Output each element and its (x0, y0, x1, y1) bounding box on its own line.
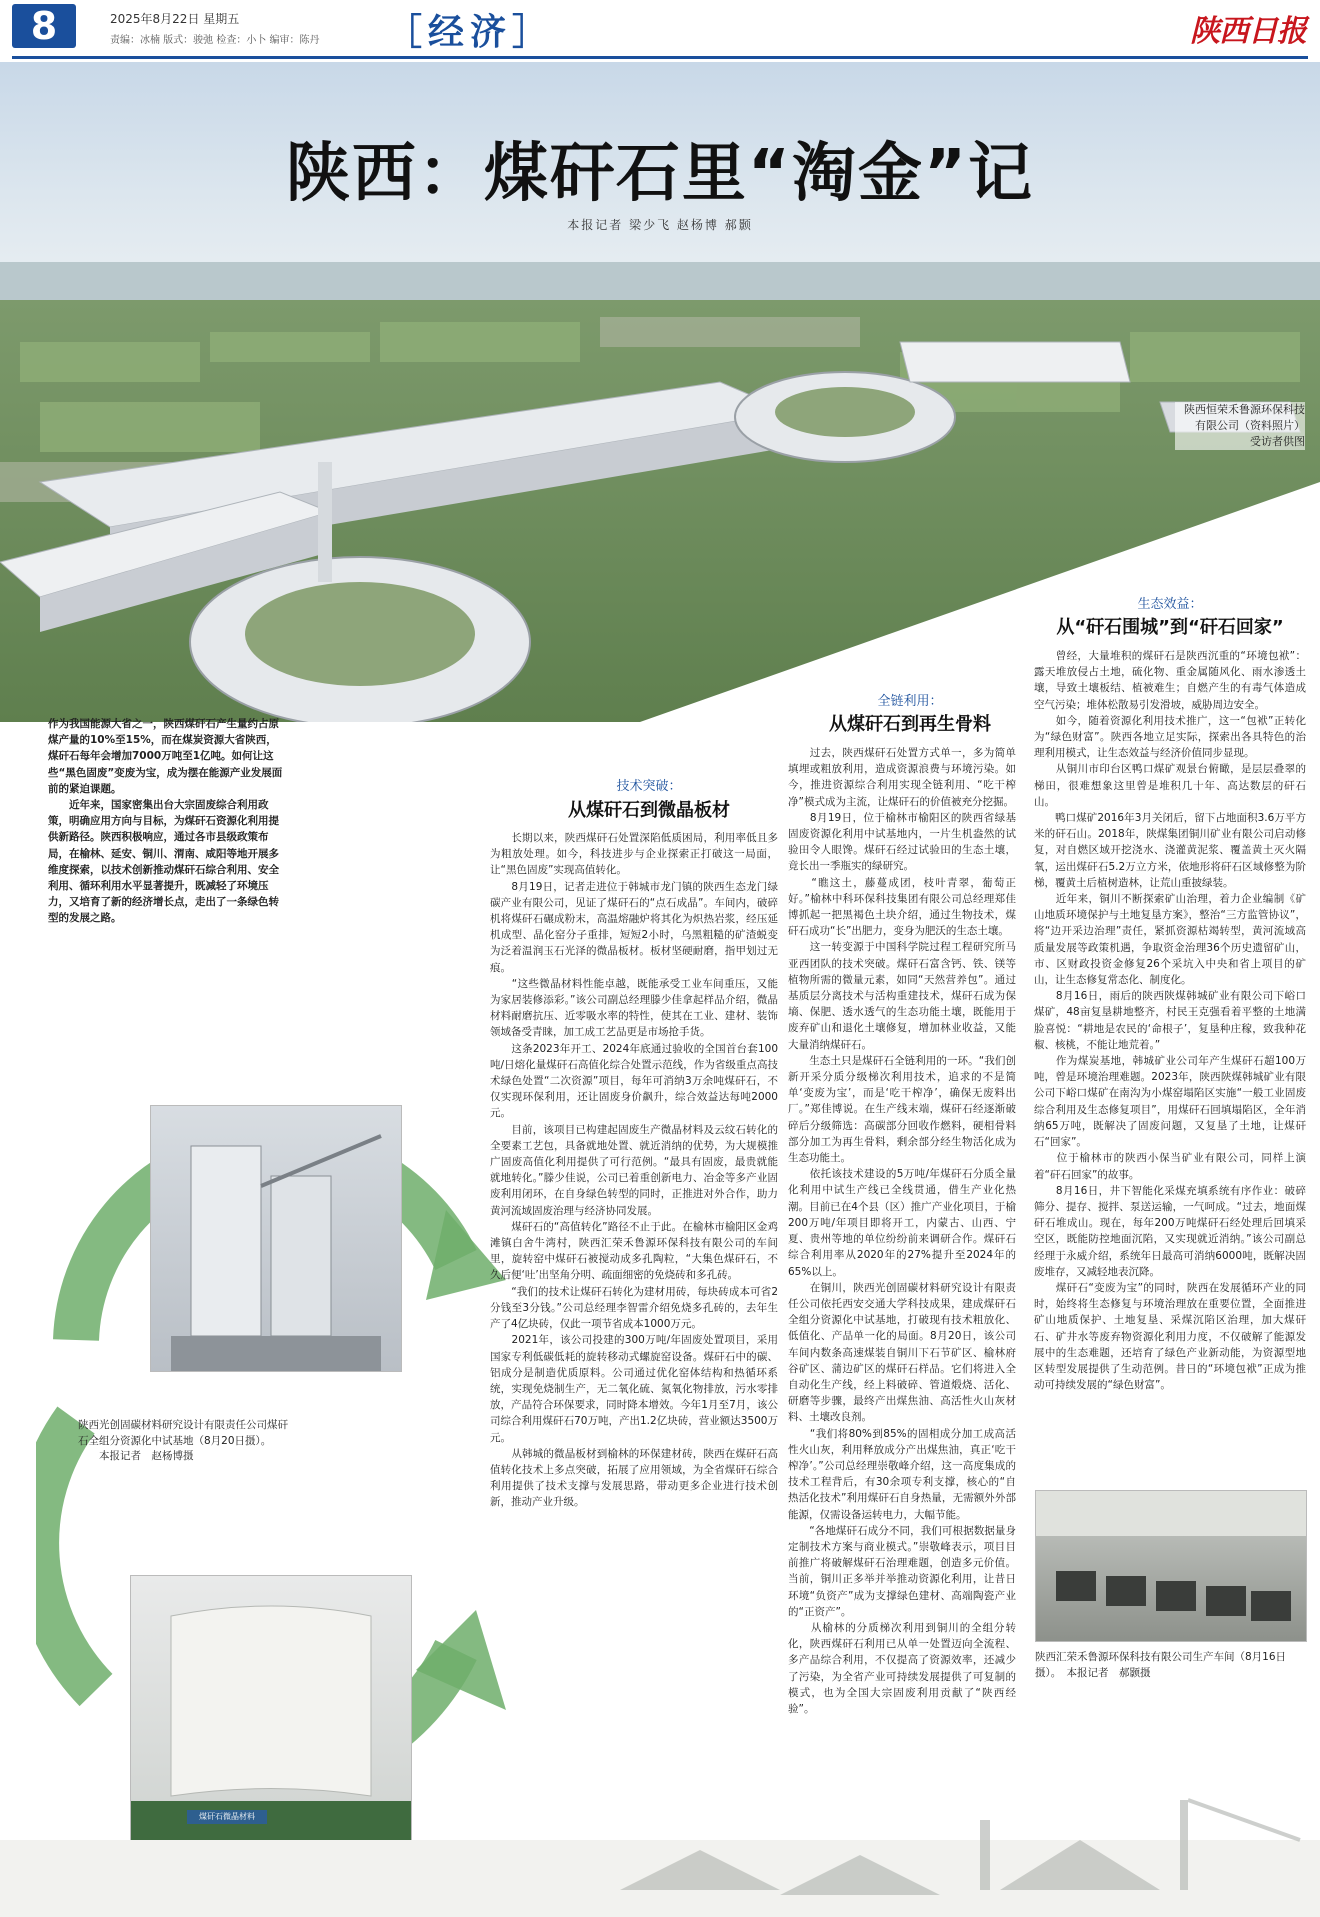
issue-date: 2025年8月22日 星期五 (110, 12, 240, 26)
newspaper-logo: 陕西日报 (1190, 14, 1306, 49)
section3-kicker: 生态效益： (1137, 597, 1203, 612)
editor-credits: 责编：冰楠 版式：骏弛 检查：小卜 编审：陈丹 (110, 35, 320, 46)
section2-heading: 从煤矸石到再生骨料 (829, 714, 991, 735)
article-byline: 本报记者 梁少飞 赵杨博 郝颢 (567, 218, 753, 232)
plant-image (150, 1105, 402, 1372)
plant-image-art (151, 1106, 401, 1371)
article-title: 陕西：煤矸石里“淘金”记 (285, 137, 1035, 211)
section3-body: 曾经，大量堆积的煤矸石是陕西沉重的“环境包袱”：露天堆放侵占土地，硫化物、重金属随风化、雨水渗透土壤，导致土壤板结、植被难生；自燃产生的有毒气体造成空气污染；堆体松散易引发滑坡，威胁周边安全。 如今，随着资源化利用技术推广，这一“包袱”正转化为“绿色财富”。陕西各地立足实际，探索出各具特色的治理利用模式，让生态效益与经济价值同步显现。 从铜川市印台区鸭口煤矿观景台俯瞰，是层层叠翠的梯田，很难想象这里曾是堆积几十年、高达数层的矸石山。 鸭口煤矿2016年3月关闭后，留下占地面积3.6万平方米的矸石山。2018年，陕煤集团铜川矿业有限公司启动修复，对自燃区域开挖浇水、浇灌黄泥浆、覆盖黄土灭火隔氧，运出煤矸石5.2万立方米，依地形将矸石区域修整为阶梯，覆黄土后植树造林，让荒山重披绿装。 近年来，铜川不断探索矿山治理，着力企业编制《矿山地质环境保护与土地复垦方案》，整治“三方监管协议”，将“边开采边治理”责任，紧抓资源枯竭转型，黄河流域高质量发展等政策机遇，争取资金治理36个历史遗留矿山，市、区财政投资金修复26个采坑入中央和省上项目的矿山，让生态修复常态化、制度化。 8月16日，雨后的陕西陕煤韩城矿业有限公司下峪口煤矿，48亩复垦耕地整齐，村民王克强看着平整的土地满脸喜悦：“耕地是农民的‘命根子’，复垦种庄稼，致我种花椒、核桃，不能让地荒着。” 作为煤炭基地，韩城矿业公司年产生煤矸石超100万吨，曾是环境治理难题。2023年，陕西陕煤韩城矿业有限公司下峪口煤矿在南沟为小煤窑塌陷区实施“一般工业固废综合利用及生态修复项目”，用煤矸石回填塌陷区，全年消纳65万吨，既解决了固废问题，又复垦了土地，让煤矸石“回家”。 位于榆林市的陕西小保当矿业有限公司，同样上演着“矸石回家”的故事。 8月16日，井下智能化采煤充填系统有序作业：破碎筛分、提存、搅拌、泵送运输，一气呵成。“过去，地面煤矸石堆成山。现在，每年200万吨煤矸石经处理后回填采空区，既能防控地面沉陷，又实现就近消纳。”该公司副总经理于永威介绍，系统年日最高可消纳6000吨，既解决固废堆存，又减轻地表沉降。 煤矸石“变废为宝”的同时，陕西在发展循环产业的同时，始终将生态修复与环境治理放在重要位置，全面推进矿山地质保护、土地复垦、采煤沉陷区治理，加大煤矸石、矿井水等废弃物资源化利用力度，不仅破解了能源发展中的生态难题，还培育了绿色产业新动能，为资源型地区转型发展提供了生动范例。昔日的“环境包袱”正成为推动可持续发展的“绿色财富”。 (1034, 650, 1306, 1392)
page-header (0, 0, 1320, 62)
section1-body: 长期以来，陕西煤矸石处置深陷低质困局，利用率低且多为粗放处理。如今，科技进步与企业探索正打破这一局面，让“黑色固废”实现高值转化。 8月19日，记者走进位于韩城市龙门镇的陕西生态龙门绿碳产业有限公司，见证了煤矸石的“点石成晶”。车间内，破碎机将煤矸石碾成粉末，高温熔融炉将其化为炽热岩浆，经压延机成型、晶化窑分子重排，短短2小时，乌黑粗糙的矿渣蜕变为泛着温润玉石光泽的微晶板材。板材坚硬耐磨，指甲划过无痕。 “这些微晶材料性能卓越，既能承受工业车间重压，又能为家居装修添彩。”该公司副总经理滕少佳拿起样品介绍，微晶材料耐磨抗压、近零吸水率的特性，使其在工业、建材、装饰领域备受青睐，加工成工艺品更是市场抢手货。 这条2023年开工、2024年底通过验收的全国首台套100吨/日熔化量煤矸石高值化综合处置示范线，作为省级重点高技术绿色处置“二次资源”项目，每年可消纳3万余吨煤矸石，不仅实现环保利用，还让固废身价飙升，综合效益达每吨2000元。 目前，该项目已构建起固废生产微晶材料及云纹石转化的全要素工艺包，具备就地处置、就近消纳的优势，为大规模推广固废高值化利用提供了可行范例。“最具有固废，最贵就能就地转化。”滕少佳说，公司已着重创新电力、冶金等多产业固废利用闭环，在自身绿色转型的同时，正推进对外合作，助力黄河流域固废治理与经济协同发展。 煤矸石的“高值转化”路径不止于此。在榆林市榆阳区金鸡滩镇白舍牛湾村，陕西汇荣禾鲁源环保科技有限公司的车间里，旋转窑中煤矸石被搅动成多孔陶粒，“大集色煤矸石，不久后便‘吐’出坚角分明、疏面细密的免烧砖和多孔砖。 “我们的技术让煤矸石转化为建材用砖，每块砖成本可省2分钱至3分钱。”公司总经理李智雷介绍免烧多孔砖的，去年生产了4亿块砖，仅此一项节省成本1000万元。 2021年，该公司投建的300万吨/年固废处置项目，采用国家专利低碳低耗的旋转移动式螺旋窑设备。煤矸石中的碳、铝成分是制造优质原料。公司通过优化窑体结构和热循环系统，实现免烧制生产，无二氧化硫、氮氧化物排放，污水零排放，产品符合环保要求，同时降本增效。今年1月至7月，该公司综合利用煤矸石70万吨，产出1.2亿块砖，营业额达3500万元。 从韩城的微晶板材到榆林的环保建材砖，陕西在煤矸石高值转化技术上多点突破，拓展了应用领域，为全省煤矸石综合利用提供了技术支撑与发展思路，带动更多企业进行技术创新，推动产业升级。 (490, 832, 778, 1509)
section1-kicker: 技术突破： (616, 779, 682, 794)
factory-image-art (1036, 1491, 1306, 1641)
bottom-industrial-decoration (0, 1780, 1320, 1917)
section2-kicker: 全链利用： (877, 694, 943, 709)
factory-image-caption: 陕西汇荣禾鲁源环保科技有限公司生产车间（8月16日摄）。 本报记者 郝颢摄 (1035, 1651, 1287, 1679)
section-label: ［经济］ (386, 12, 555, 53)
board-label: 煤矸石微晶材料 (187, 1810, 267, 1824)
factory-image (1035, 1490, 1307, 1642)
section3-heading: 从“矸石围城”到“矸石回家” (1056, 617, 1284, 638)
plant-image-caption: 陕西光创固碳材料研究设计有限责任公司煤矸石全组分资源化中试基地（8月20日摄）。 本报记者 赵杨博摄 (78, 1419, 288, 1462)
section1-heading: 从煤矸石到微晶板材 (568, 800, 730, 821)
page-number: 8 (12, 4, 76, 48)
section2-body: 过去，陕西煤矸石处置方式单一，多为简单填埋或粗放利用，造成资源浪费与环境污染。如今，推进资源综合利用实现全链利用、“吃干榨净”模式成为主流，让煤矸石的价值被充分挖掘。 8月19日，位于榆林市榆阳区的陕西省绿基固废资源化利用中试基地内，一片生机盎然的试验田令人眼馋。煤矸石经过试验田的生态土壤，竟长出一季瓶实的绿研究。 “瞧这土，藤蔓成团，枝叶青翠，葡萄正好。”榆林中科环保科技集团有限公司总经理郑佳博抓起一把黑褐色土块介绍，通过生物技术，煤矸石成功“长”出肥力，变身为肥沃的生态土壤。 这一转变源于中国科学院过程工程研究所马亚西团队的技术突破。煤矸石富含钙、铁、镁等植物所需的微量元素，如同“天然营养包”。通过基质层分离技术与活构重建技术，煤矸石成为保墒、保肥、透水透气的生态功能土壤，既能用于废弃矿山和退化土壤修复，增加林业收益，又能大量消纳煤矸石。 生态土只是煤矸石全链利用的一环。“我们创新开采分质分级梯次利用技术，追求的不是简单‘变废为宝’，而是‘吃干榨净’，确保无废料出厂。”郑佳博说。在生产线末端，煤矸石经逐渐破碎后分级筛选：高碳部分回收作燃料，硬相骨料部分加工为再生骨料，剩余部分经生物活化成为生态功能土。 依托该技术建设的5万吨/年煤矸石分质全量化利用中试生产线已全线贯通，借生产业化热潮。目前已在4个县（区）推广产业化项目，于榆200万吨/年项目即将开工，内蒙古、山西、宁夏、贵州等地的单位纷纷前来调研合作。煤矸石综合利用率从2020年的27%提升至2024年的65%以上。 在铜川，陕西光创固碳材料研究设计有限责任公司依托西安交通大学科技成果，建成煤矸石全组分资源化中试基地，打破现有技术粗放化、低值化、产品单一化的局面。8月20日，该公司车间内数条高速煤装自铜川下石节矿区、榆林府谷矿区、蒲边矿区的煤矸石样品。它们将进入全自动化生产线，经上料破碎、管道煅烧、活化、研磨等步骤，最终产出煤焦油、高活性火山灰材料、土壤改良剂。 “我们将80%到85%的固相成分加工成高活性火山灰，利用释放成分产出煤焦油，真正‘吃干榨净’。”公司总经理崇敬峰介绍，这一高度集成的技术工程背后，有30余项专利支撑，核心的“自热活化技术”利用煤矸石自身热量，无需额外外部能源，仅需设备运转电力，大幅节能。 “各地煤矸石成分不同，我们可根据数据量身定制技术方案与商业模式。”崇敬峰表示，项目目前推广将破解煤矸石治理难题，创造多元价值。当前，铜川正多举并举推动资源化利用，让昔日环境“负资产”成为支撑绿色建材、高端陶瓷产业的“正资产”。 从榆林的分质梯次利用到铜川的全组分转化，陕西煤矸石利用已从单一处置迈向全流程、多产品综合利用，不仅提高了资源效率，还减少了污染，为全省产业可持续发展提供了可复制的模式，也为全国大宗固废利用贡献了“陕西经验”。 (788, 747, 1016, 1715)
aerial-photo-caption: 陕西恒荣禾鲁源环保科技有限公司（资料照片） 受访者供图 (1175, 402, 1305, 450)
header-rule (12, 56, 1308, 59)
article-intro: 作为我国能源大省之一，陕西煤矸石产生量约占原煤产量的10%至15%，而在煤炭资源大省陕西，煤矸石每年会增加7000万吨至1亿吨。如何让这些“黑色固废”变废为宝，成为摆在能源产业发展面前的紧迫课题。 近年来，国家密集出台大宗固废综合利用政策，明确应用方向与目标，为煤矸石资源化利用提供新路径。陕西积极响应，通过各市县级政策布局，在榆林、延安、铜川、渭南、咸阳等地开展多维度探索，以技术创新推动煤矸石综合利用、安全利用、循环利用水平显著提升，既减轻了环境压力，又培育了新的经济增长点，走出了一条绿色转型的发展之路。 (48, 718, 283, 925)
